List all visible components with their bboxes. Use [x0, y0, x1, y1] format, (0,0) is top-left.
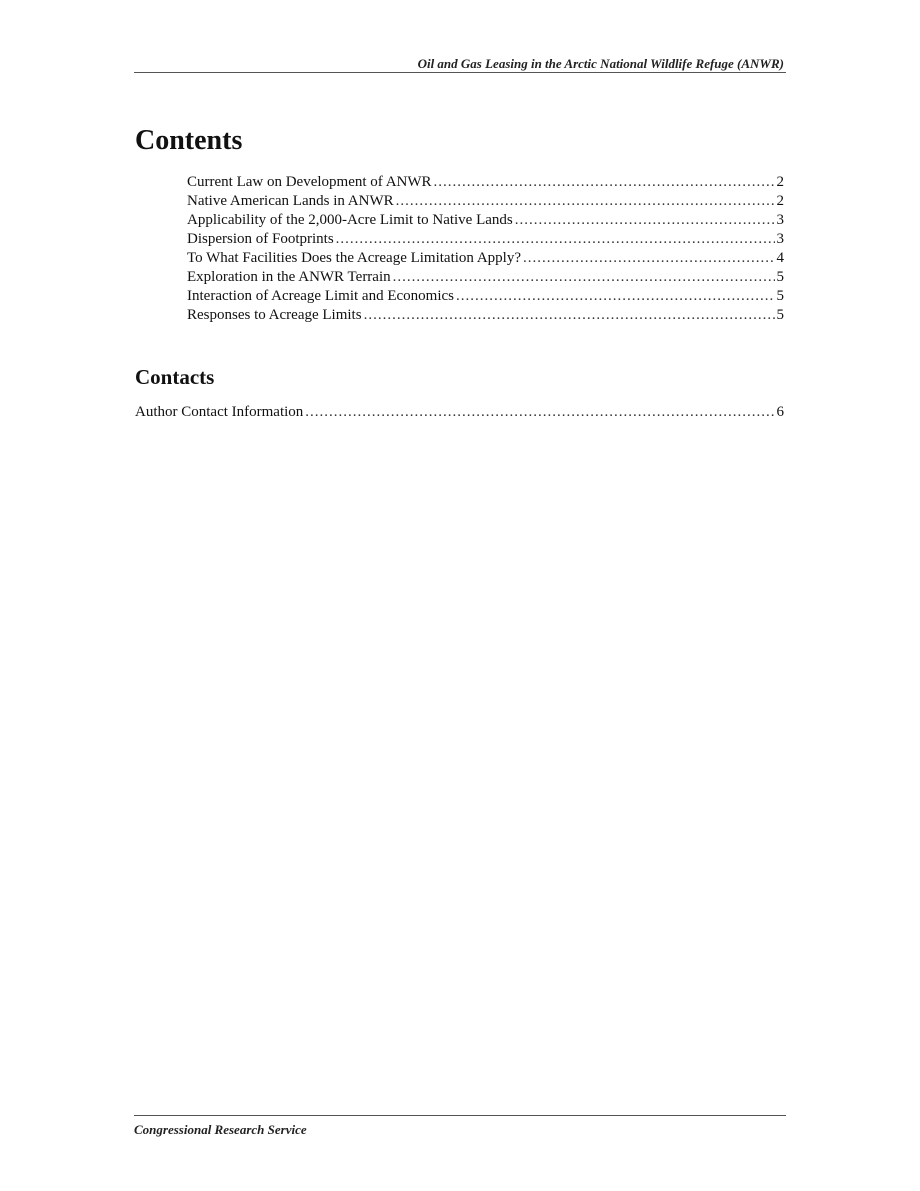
toc-entry-title: Interaction of Acreage Limit and Economics: [187, 288, 454, 304]
toc-entry-page: 3: [776, 212, 784, 228]
toc-leader-dots: [393, 268, 775, 287]
running-header-title: Oil and Gas Leasing in the Arctic National Wildlife Refuge (ANWR): [417, 56, 784, 71]
toc-entry[interactable]: [187, 249, 784, 268]
toc-entry-page: 5: [776, 288, 784, 304]
toc-entry-page: 6: [776, 404, 784, 420]
toc-entry[interactable]: [187, 230, 784, 249]
toc-entry-page: 2: [776, 174, 784, 190]
toc-leader-dots: [396, 192, 775, 211]
toc-entry[interactable]: [187, 268, 784, 287]
toc-entry-title: To What Facilities Does the Acreage Limitation Apply?: [187, 250, 522, 266]
contents-heading: Contents: [135, 125, 243, 156]
toc-leader-dots: [434, 173, 775, 192]
toc-entry-title: Native American Lands in ANWR: [187, 193, 394, 209]
toc-entry-title: Author Contact Information: [135, 404, 304, 420]
toc-entry[interactable]: [187, 211, 784, 230]
toc-entry-title: Applicability of the 2,000-Acre Limit to Native Lands: [187, 212, 513, 228]
toc-entry[interactable]: [135, 403, 784, 422]
running-footer: [134, 1115, 786, 1138]
toc-entry-title: Current Law on Development of ANWR: [187, 174, 432, 190]
contents-list: [187, 173, 784, 325]
toc-entry-title: Responses to Acreage Limits: [187, 307, 362, 323]
toc-entry[interactable]: [187, 173, 784, 192]
contacts-heading: Contacts: [135, 365, 215, 389]
toc-entry-page: 5: [776, 307, 784, 323]
toc-entry-page: 2: [776, 193, 784, 209]
contacts-list: [135, 403, 784, 422]
toc-entry-title: Dispersion of Footprints: [187, 231, 334, 247]
running-header: [134, 55, 786, 73]
toc-entry[interactable]: [187, 306, 784, 325]
toc-leader-dots: [456, 287, 775, 306]
toc-entry-title: Exploration in the ANWR Terrain: [187, 269, 391, 285]
toc-leader-dots: [336, 230, 775, 249]
footer-publisher: Congressional Research Service: [134, 1122, 307, 1137]
toc-leader-dots: [364, 306, 775, 325]
toc-entry[interactable]: [187, 287, 784, 306]
toc-entry[interactable]: [187, 192, 784, 211]
toc-entry-page: 4: [776, 250, 784, 266]
toc-leader-dots: [305, 403, 774, 422]
toc-entry-page: 3: [776, 231, 784, 247]
toc-leader-dots: [515, 211, 775, 230]
toc-leader-dots: [523, 249, 774, 268]
toc-entry-page: 5: [776, 269, 784, 285]
